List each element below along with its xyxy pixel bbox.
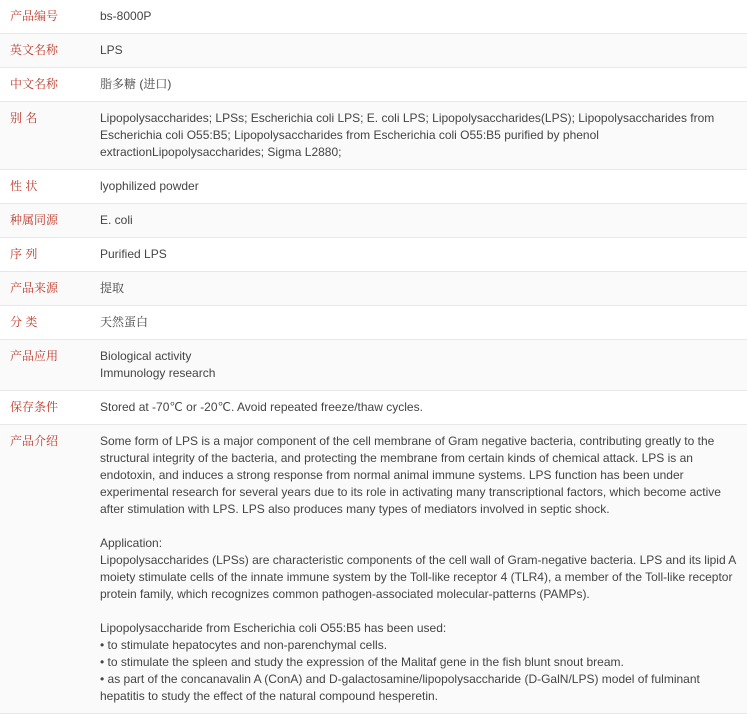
application-line-1: Biological activity	[100, 349, 192, 363]
label-storage: 保存条件	[10, 400, 59, 414]
table-row-product-code	[0, 0, 747, 34]
value-introduction	[90, 425, 747, 714]
table-row-source-species	[0, 204, 747, 238]
table-row-english-name	[0, 34, 747, 68]
value-source-species: E. coli	[100, 213, 133, 227]
introduction-paragraph-2: Lipopolysaccharides (LPSs) are characteristic components of the cell wall of Gram-negative bacteria. LPS and its lipid A moiety stimulate cells of the innate immune system by the Toll-like receptor 4 (TLR4), a member of the Toll-like receptor protein family, which recognizes common pathogen-associated molecular-patterns (PAMPs).	[100, 553, 736, 601]
introduction-bullet-1: • to stimulate hepatocytes and non-parenchymal cells.	[100, 638, 388, 652]
label-application: 产品应用	[10, 349, 59, 363]
label-category: 分 类	[10, 315, 38, 329]
label-english-name: 英文名称	[10, 43, 59, 57]
paragraph-spacer-2	[100, 603, 741, 620]
introduction-bullet-3: • as part of the concanavalin A (ConA) and D-galactosamine/lipopolysaccharide (D-GalN/LPS) model of fulminant hepatitis to study the effect of the natural compound hesperetin.	[100, 672, 700, 703]
value-product-code: bs-8000P	[100, 9, 152, 23]
table-row-product-source	[0, 272, 747, 306]
introduction-bullet-2: • to stimulate the spleen and study the expression of the Malitaf gene in the fish blunt snout bream.	[100, 655, 624, 669]
value-category: 天然蛋白	[100, 315, 149, 329]
value-product-source: 提取	[100, 281, 125, 295]
introduction-usage-title: Lipopolysaccharide from Escherichia coli O55:B5 has been used:	[100, 621, 447, 635]
label-property: 性 状	[10, 179, 38, 193]
paragraph-spacer-1	[100, 518, 741, 535]
table-row-chinese-name	[0, 68, 747, 102]
label-source-species: 种属同源	[10, 213, 59, 227]
value-sequence: Purified LPS	[100, 247, 167, 261]
label-sequence: 序 列	[10, 247, 38, 261]
value-alias: Lipopolysaccharides; LPSs; Escherichia coli LPS; E. coli LPS; Lipopolysaccharides(LPS); Lipopolysaccharides from Escherichia coli O55:B5; Lipopolysaccharides from Escherichia coli O55:B5 purified by phenol extractionLipopolysaccharides; Sigma L2880;	[100, 111, 715, 159]
label-product-code: 产品编号	[10, 9, 59, 23]
value-storage: Stored at -70℃ or -20℃. Avoid repeated freeze/thaw cycles.	[100, 400, 423, 414]
application-line-2: Immunology research	[100, 366, 216, 380]
label-product-source: 产品来源	[10, 281, 59, 295]
table-row-sequence	[0, 238, 747, 272]
label-alias: 别 名	[10, 111, 38, 125]
introduction-paragraph-1: Some form of LPS is a major component of the cell membrane of Gram negative bacteria, contributing greatly to the structural integrity of the bacteria, and protecting the membrane from certain kinds of chemical attack. LPS is an endotoxin, and induces a strong response from normal animal immune systems. LPS function has been under experimental research for several years due to its role in activating many transcriptional factors, which become active after stimulation with LPS. LPS also produces many types of mediators involved in septic shock.	[100, 434, 721, 516]
table-row-application	[0, 340, 747, 391]
table-row-storage	[0, 391, 747, 425]
table-row-alias	[0, 102, 747, 170]
table-row-category	[0, 306, 747, 340]
label-introduction: 产品介绍	[10, 434, 59, 448]
table-row-property	[0, 170, 747, 204]
introduction-application-title: Application:	[100, 536, 163, 550]
label-chinese-name: 中文名称	[10, 77, 59, 91]
table-row-introduction	[0, 425, 747, 714]
value-property: lyophilized powder	[100, 179, 199, 193]
value-application	[90, 340, 747, 391]
value-english-name: LPS	[100, 43, 123, 57]
value-chinese-name: 脂多糖 (进口)	[100, 77, 172, 91]
